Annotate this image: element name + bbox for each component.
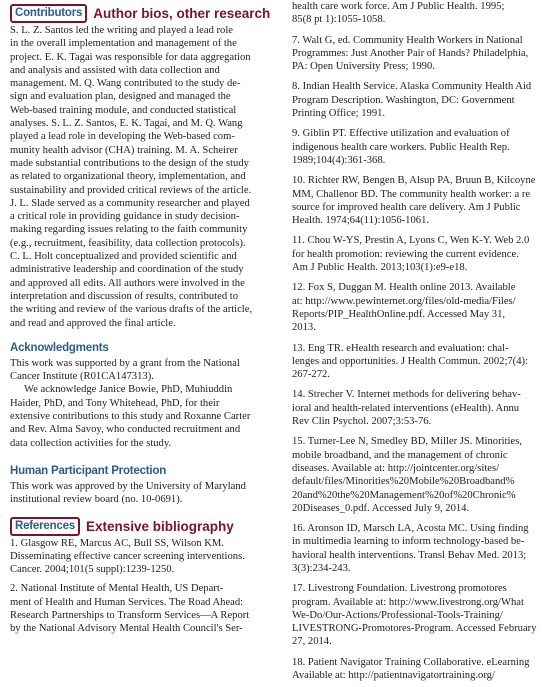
text-line: diseases. Available at: http://jointcenter.org/sites/ <box>292 462 500 474</box>
text-line: We acknowledge Janice Bowie, PhD, Muhiuddin <box>24 384 233 396</box>
text-line: institutional review board (no. 10-0691). <box>10 494 183 506</box>
reference-item <box>292 656 547 683</box>
text-line: 11. Chou W-YS, Prestin A, Lyons C, Wen K-Y. Web 2.0 <box>292 235 530 247</box>
text-line: and analysis and assisted with data collection and <box>10 64 220 76</box>
text-line: MM, Challenor BD. The community health worker: a re <box>292 188 531 200</box>
text-line: program. Available at: http://www.livestrong.org/What <box>292 596 524 608</box>
text-line: as related to organizational theory, implementation, and <box>10 171 246 183</box>
reference-item <box>292 34 547 74</box>
text-line: for health promotion: reviewing the current evidence. <box>292 248 519 260</box>
text-line: Haider, PhD, and Tony Whitehead, PhD, for their <box>10 397 220 409</box>
reference-item <box>10 582 272 635</box>
acknowledgments-thanks-text <box>10 383 272 449</box>
text-line: 27, 2014. <box>292 636 332 648</box>
text-line: 2013. <box>292 322 316 334</box>
reference-item <box>292 281 547 334</box>
text-line: data collection activities for the study. <box>10 437 172 449</box>
acknowledgments-funding-text <box>10 357 272 384</box>
text-line: 9. Giblin PT. Effective utilization and evaluation of <box>292 128 510 140</box>
text-line: 17. Livestrong Foundation. Livestrong promotores <box>292 583 507 595</box>
text-line: administrative leadership and coordination of the study <box>10 264 244 276</box>
text-line: sustainability and provided critical reviews of the article. <box>10 184 252 196</box>
text-line: This work was approved by the University of Maryland <box>10 480 246 492</box>
text-line: lenges and opportunities. J Health Commun. 2002;7(4): <box>292 355 528 367</box>
text-line: in the overall implementation and management of the <box>10 38 237 50</box>
text-line: 7. Walt G, ed. Community Health Workers in National <box>292 34 523 46</box>
text-line: a critical role in providing guidance in study decision- <box>10 211 240 223</box>
reference-item <box>292 388 547 428</box>
text-line: default/files/Minorities%20Mobile%20Broadband% <box>292 476 515 488</box>
text-line: ioral and health-related interventions (eHealth). Annu <box>292 402 520 414</box>
reference-item <box>292 234 547 274</box>
text-line: Web-based training module, and conducted statistical <box>10 104 237 116</box>
text-line: Program Description. Washington, DC: Government <box>292 94 515 106</box>
text-line: health care work force. Am J Public Health. 1995; <box>292 1 505 12</box>
text-line: interpretation and discussion of results, contributed to <box>10 290 239 302</box>
text-line: and read and approved the final article. <box>10 317 176 329</box>
text-line: source for improved health care delivery. Am J Public <box>292 201 521 213</box>
reference-item <box>10 537 272 577</box>
references-list-right <box>292 0 547 682</box>
text-line: and Rev. Alma Savoy, who conducted recruitment and <box>10 424 241 436</box>
contributors-text <box>10 24 272 330</box>
text-line: 1. Glasgow RE, Marcus AC, Bull SS, Wilson KM. <box>10 537 224 549</box>
text-line: 10. Richter RW, Bengen B, Alsup PA, Bruun B, Kilcoyne <box>292 175 536 187</box>
human-protection-text <box>10 480 272 507</box>
text-line: analyses. S. L. Z. Santos, E. K. Tagai, and M. Q. Wang <box>10 118 243 130</box>
reference-item <box>292 174 547 227</box>
right-column <box>292 0 547 682</box>
references-header-row <box>10 517 272 536</box>
text-line: ment of Health and Human Services. The Road Ahead: <box>10 596 244 608</box>
acknowledgments-heading: Acknowledgments <box>10 341 109 354</box>
text-line: 14. Strecher V. Internet methods for delivering behav- <box>292 389 521 401</box>
references-list-left <box>10 537 272 636</box>
text-line: (e.g., recruitment, feasibility, data collection protocols). <box>10 237 246 249</box>
text-line: Research Partnerships to Transform Services—A Report <box>10 609 250 621</box>
text-line: played a lead role in developing the Web-based com- <box>10 131 235 143</box>
text-line: 8. Indian Health Service. Alaska Community Health Aid <box>292 81 532 93</box>
reference-item <box>292 582 547 648</box>
text-line: Rev Clin Psychol. 2007;3:53-76. <box>292 416 432 428</box>
text-line: We-Do/Our-Actions/Professional-Tools-Training/ <box>292 609 503 621</box>
text-line: 12. Fox S, Duggan M. Health online 2013. Available <box>292 282 516 294</box>
text-line: 85(8 pt 1):1055-1058. <box>292 14 386 26</box>
text-line: 2. National Institute of Mental Health, US Depart- <box>10 583 224 595</box>
contributors-header-row <box>10 4 272 23</box>
text-line: 3(3):234-243. <box>292 562 351 574</box>
text-line: Disseminating effective cancer screening interventions. <box>10 550 245 562</box>
text-line: 13. Eng TR. eHealth research and evaluation: chal- <box>292 342 509 354</box>
text-line: havioral health interventions. Transl Behav Med. 2013; <box>292 549 527 561</box>
text-line: S. L. Z. Santos led the writing and played a lead role <box>10 25 234 36</box>
text-line: extensive contributions to this study and Roxanne Carter <box>10 411 251 423</box>
text-line: 20Diseases_0.pdf. Accessed July 9, 2014. <box>292 502 470 514</box>
text-line: Printing Office; 1991. <box>292 108 386 120</box>
references-heading: References <box>10 517 80 536</box>
text-line: and approved all edits. All authors were involved in the <box>10 277 245 289</box>
text-line: 18. Patient Navigator Training Collaborative. eLearning <box>292 656 530 668</box>
reference-item <box>292 127 547 167</box>
reference-item <box>292 522 547 575</box>
text-line: PA: Open University Press; 1990. <box>292 61 435 73</box>
contributors-heading: Contributors <box>10 4 87 23</box>
text-line: 20and%20the%20Management%20of%20Chronic% <box>292 489 516 501</box>
reference-item <box>292 342 547 382</box>
human-protection-heading: Human Participant Protection <box>10 464 167 477</box>
text-line: sign and evaluation plan, designed and managed the <box>10 91 231 103</box>
left-column <box>10 0 272 636</box>
text-line: Health. 1974;64(11):1056-1061. <box>292 215 430 227</box>
text-line: 16. Aronson ID, Marsch LA, Acosta MC. Using finding <box>292 523 529 535</box>
reference-item <box>292 0 547 27</box>
contributors-annotation: Author bios, other research <box>93 6 271 21</box>
text-line: Am J Public Health. 2013;103(1):e9-e18. <box>292 262 468 274</box>
text-line: management. M. Q. Wang contributed to the study de- <box>10 78 241 90</box>
text-line: mobile broadband, and the management of chronic <box>292 449 508 461</box>
reference-item <box>292 80 547 120</box>
text-line: Cancer. 2004;101(5 suppl):1239-1250. <box>10 564 175 576</box>
text-line: 15. Turner-Lee N, Smedley BD, Miller JS. Minorities, <box>292 436 522 448</box>
text-line: by the National Advisory Mental Health Council's Ser- <box>10 623 243 635</box>
text-line: Available at: http://patientnavigatortraining.org/ <box>292 670 495 682</box>
text-line: 1989;104(4):361-368. <box>292 154 386 166</box>
text-line: Reports/PIP_HealthOnline.pdf. Accessed May 31, <box>292 308 506 320</box>
text-line: LIVESTRONG-Promotores-Program. Accessed February <box>292 623 537 635</box>
reference-item <box>292 435 547 515</box>
text-line: 267-272. <box>292 369 330 381</box>
text-line: munity health advisor (CHA) training. M. A. Scheirer <box>10 144 238 156</box>
text-line: This work was supported by a grant from the National <box>10 357 240 369</box>
text-line: Cancer Institute (R01CA147313). <box>10 371 154 383</box>
references-annotation: Extensive bibliography <box>86 518 234 534</box>
text-line: in multimedia learning to inform technology-based be- <box>292 536 525 548</box>
text-line: at: http://www.pewinternet.org/files/old-media/Files/ <box>292 295 516 307</box>
text-line: making regarding issues relating to the faith community <box>10 224 248 236</box>
text-line: J. L. Slade served as a community researcher and played <box>10 197 250 209</box>
text-line: made substantial contributions to the design of the study <box>10 157 249 169</box>
text-line: indigenous health care workers. Public Health Rep. <box>292 141 510 153</box>
text-line: C. L. Holt conceptualized and provided scientific and <box>10 251 237 263</box>
text-line: project. E. K. Tagai was responsible for data aggregation <box>10 51 251 63</box>
text-line: the writing and review of the various drafts of the article, <box>10 304 253 316</box>
text-line: Programmes: Just Another Pair of Hands? Philadelphia, <box>292 47 529 59</box>
